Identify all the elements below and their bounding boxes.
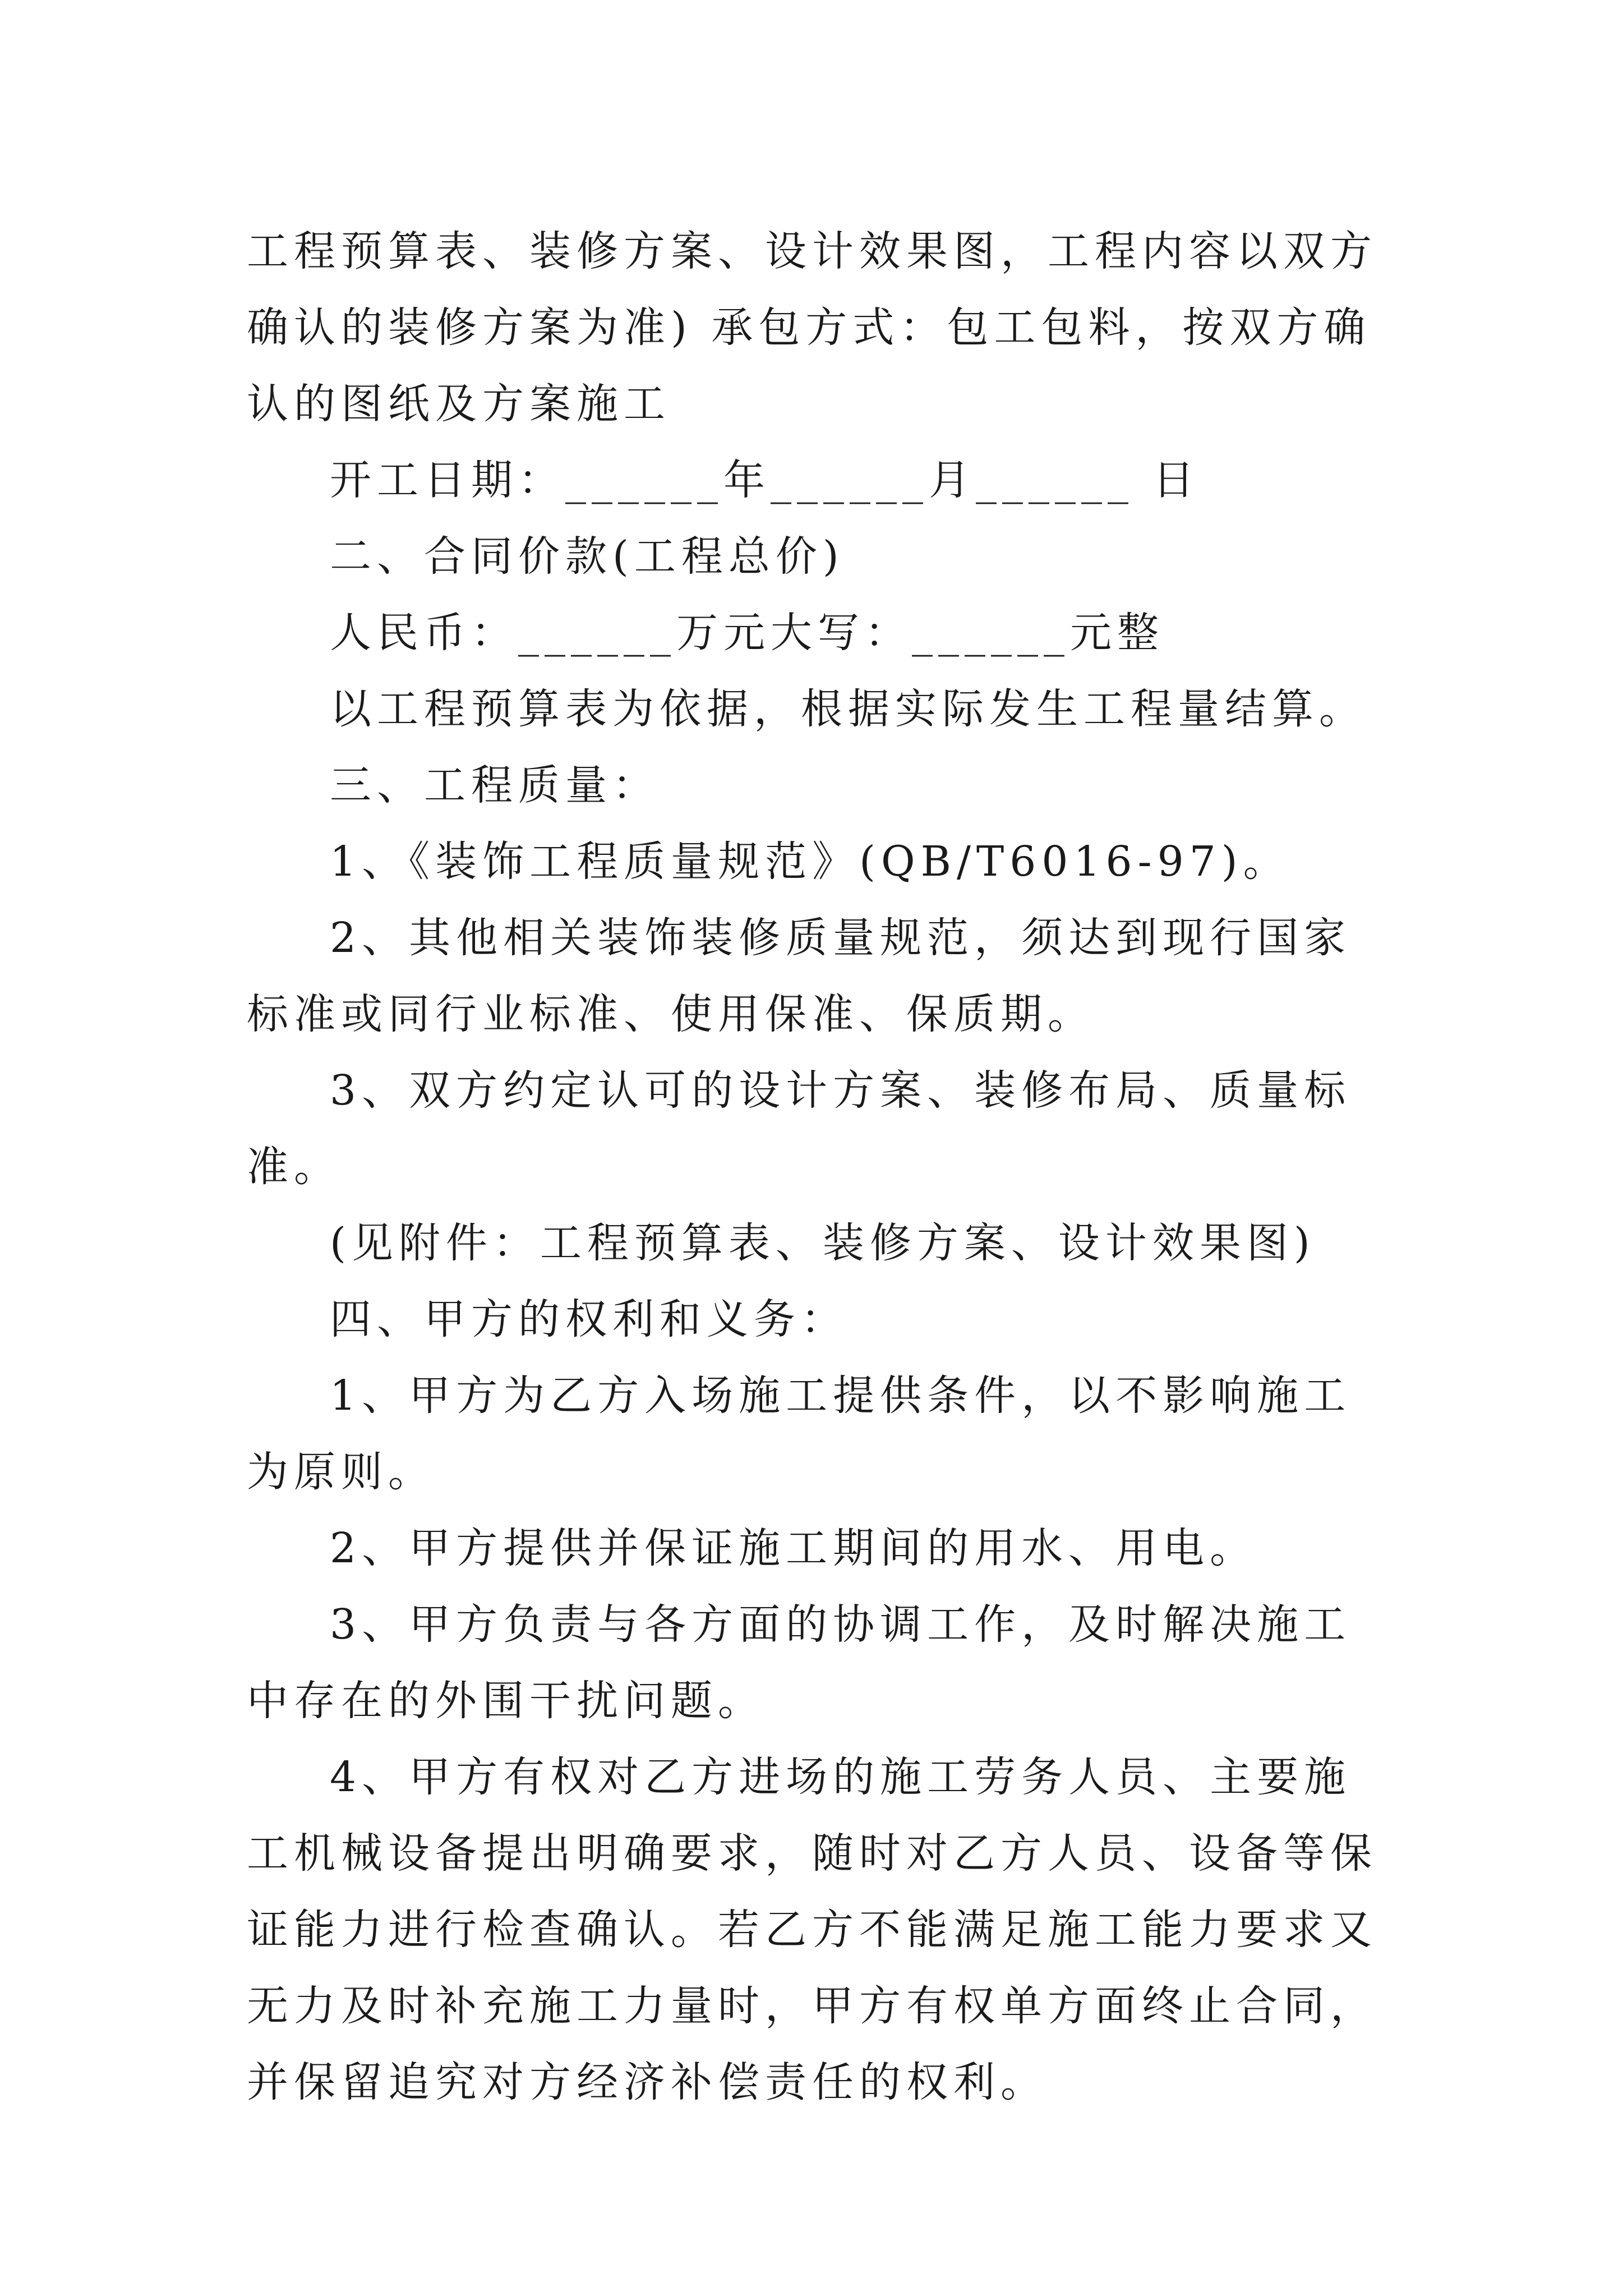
paragraph-party-a-3: 3、甲方负责与各方面的协调工作，及时解决施工中存在的外围干扰问题。 [247,1600,1352,1725]
paragraph-party-a-1: 1、甲方为乙方入场施工提供条件，以不影响施工为原则。 [247,1372,1352,1496]
paragraph-party-a-2: 2、甲方提供并保证施工期间的用水、用电。 [330,1524,1257,1572]
paragraph-rmb-amount: 人民币：______万元大写：______元整 [330,609,1164,657]
document-body [247,213,1380,2120]
paragraph-attachments: (见附件：工程预算表、装修方案、设计效果图) [330,1219,1316,1267]
heading-contract-price: 二、合同价款(工程总价) [330,532,845,581]
paragraph-settlement-basis: 以工程预算表为依据，根据实际发生工程量结算。 [330,685,1366,733]
paragraph-start-date: 开工日期：______年______月______ 日 [330,456,1200,504]
paragraph-scope-continuation: 工程预算表、装修方案、设计效果图，工程内容以双方确认的装修方案为准) 承包方式：包工包料，按双方确认的图纸及方案施工 [247,227,1377,428]
paragraph-quality-1: 1、《装饰工程质量规范》(QB/T6016-97)。 [330,838,1290,886]
paragraph-quality-3: 3、双方约定认可的设计方案、装修布局、质量标准。 [247,1066,1352,1191]
heading-quality: 三、工程质量： [330,761,660,809]
paragraph-party-a-4: 4、甲方有权对乙方进场的施工劳务人员、主要施工机械设备提出明确要求，随时对乙方人员、设备等保证能力进行检查确认。若乙方不能满足施工能力要求又无力及时补充施工力量时，甲方有权单方面终止合同，并保留追究对方经济补偿责任的权利。 [247,1753,1377,2106]
paragraph-quality-2: 2、其他相关装饰装修质量规范，须达到现行国家标准或同行业标准、使用保准、保质期。 [247,914,1352,1038]
heading-party-a-rights: 四、甲方的权利和义务： [330,1295,848,1343]
